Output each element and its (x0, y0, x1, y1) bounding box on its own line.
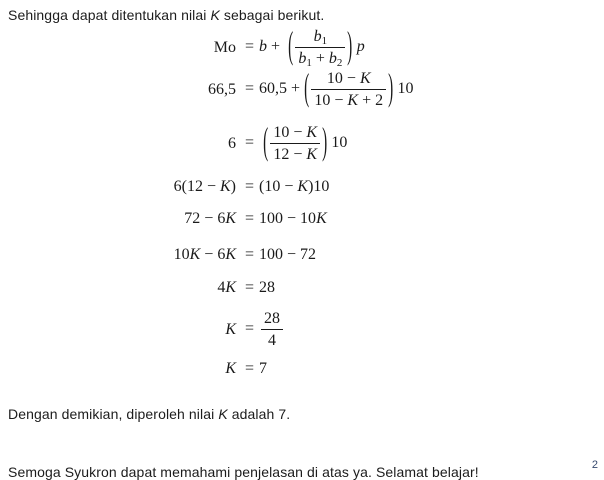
subscript: 1 (306, 57, 312, 69)
equation-rhs (240, 278, 604, 297)
equation-lhs (0, 38, 240, 57)
math-token: 4 (268, 332, 277, 349)
math-token: b (328, 50, 337, 67)
math-token: b (259, 38, 268, 56)
math-token: K (225, 321, 236, 338)
math-token: − 6 (200, 246, 226, 263)
close-paren-icon: ) (347, 27, 353, 67)
equation-collect-terms (0, 245, 604, 264)
math-token: b (298, 50, 307, 67)
equation-cross-multiplied (0, 177, 604, 196)
intro-text (8, 8, 604, 23)
fraction (311, 70, 386, 109)
equation-expanded (0, 209, 604, 228)
denominator (295, 48, 345, 67)
math-token (322, 28, 328, 45)
subscript: 1 (321, 35, 328, 47)
math-token: b (313, 28, 322, 45)
math-token: 28 (264, 310, 281, 327)
intro-post: sebagai berikut. (219, 7, 325, 23)
math-token: 10 (397, 80, 414, 98)
math-token: + (267, 38, 285, 56)
math-token: 6 (228, 135, 236, 152)
math-token: K (225, 279, 236, 296)
math-token: K (359, 70, 371, 87)
denominator (311, 90, 386, 109)
equation-lhs (0, 245, 240, 264)
math-token: 10 − (273, 124, 307, 141)
open-paren-icon: ( (288, 27, 294, 67)
fraction (270, 124, 320, 163)
math-token: 66,5 (208, 81, 236, 98)
fraction-group (302, 70, 395, 109)
fraction (261, 310, 283, 349)
equation-rhs (240, 209, 604, 228)
close-paren-icon: ) (388, 69, 394, 109)
math-token: K (225, 210, 236, 227)
open-paren-icon: ( (263, 123, 269, 163)
math-token: + 2 (358, 92, 384, 109)
equation-lhs (0, 209, 240, 228)
math-token: K (220, 178, 231, 195)
equation-rhs (240, 359, 604, 378)
open-paren-icon: ( (304, 69, 310, 109)
equals-sign: = (245, 279, 255, 296)
equation-substitution (0, 70, 604, 109)
denominator (270, 144, 320, 163)
math-token: 100 − 72 (259, 246, 317, 263)
numerator (270, 124, 320, 144)
math-token: K (306, 146, 318, 163)
equation-rhs (240, 310, 604, 349)
page-number: 2 (591, 459, 598, 471)
equation-4k-equals-28 (0, 278, 604, 297)
conclusion-post: adalah 7. (227, 406, 291, 422)
equals-sign: = (245, 38, 255, 56)
math-token: K (189, 246, 201, 263)
math-token: Mo (213, 39, 236, 56)
equation-rhs (240, 28, 604, 67)
denominator (261, 330, 283, 349)
equals-sign: = (245, 360, 255, 377)
fraction (295, 28, 345, 67)
equation-lhs (0, 80, 240, 99)
conclusion-pre: Dengan demikian, diperoleh nilai (8, 406, 219, 422)
close-paren-icon: ) (322, 123, 328, 163)
math-token: (10 − (259, 178, 298, 195)
math-token: K (225, 246, 236, 263)
fraction-group (261, 310, 283, 349)
equation-mode-formula (0, 28, 604, 67)
equals-sign: = (245, 210, 255, 227)
equals-sign: = (245, 246, 255, 263)
math-token: 72 − 6 (184, 210, 226, 227)
math-token: 7 (259, 360, 268, 377)
math-token: 4 (217, 279, 226, 296)
math-token: K (316, 210, 327, 227)
math-token: 6(12 − (173, 178, 220, 195)
math-token: K (347, 92, 359, 109)
equation-rhs (240, 70, 604, 109)
math-token (337, 50, 343, 67)
math-token: p (356, 38, 365, 56)
conclusion-variable-k: K (218, 406, 228, 422)
equation-rhs (240, 177, 604, 196)
equation-k-result (0, 359, 604, 378)
math-token: 10 (331, 134, 348, 152)
equation-rhs (240, 124, 604, 163)
math-token: ) (230, 178, 236, 195)
intro-variable-k: K (210, 7, 220, 23)
math-token: 10 (173, 246, 190, 263)
numerator (295, 28, 345, 48)
math-token: 12 − (273, 146, 307, 163)
numerator (261, 310, 283, 330)
closing-text: Semoga Syukron dapat memahami penjelasan di atas ya. Selamat belajar! (8, 464, 479, 480)
numerator (311, 70, 386, 90)
conclusion-text (8, 407, 604, 422)
equation-k-fraction (0, 310, 604, 349)
math-token: 28 (259, 279, 276, 296)
math-token: + (311, 50, 329, 67)
equals-sign: = (245, 320, 255, 338)
fraction-group (261, 124, 329, 163)
math-token: 10 − (326, 70, 360, 87)
math-token: K (306, 124, 318, 141)
equals-sign: = (245, 80, 255, 98)
math-token: 100 − 10 (259, 210, 317, 227)
equation-lhs (0, 134, 240, 153)
equation-lhs (0, 278, 240, 297)
equation-lhs (0, 177, 240, 196)
equals-sign: = (245, 178, 255, 195)
intro-pre: Sehingga dapat ditentukan nilai (8, 7, 211, 23)
equation-lhs (0, 320, 240, 339)
equals-sign: = (245, 134, 255, 152)
subscript: 2 (336, 57, 343, 69)
math-token: K (297, 178, 309, 195)
fraction-group (286, 28, 355, 67)
math-token: K (225, 360, 236, 377)
math-token: 60,5 + (259, 80, 301, 98)
math-token: 10 − (314, 92, 348, 109)
equation-rhs (240, 245, 604, 264)
equation-lhs (0, 359, 240, 378)
math-token: )10 (308, 178, 330, 195)
equation-simplified-fraction (0, 124, 604, 163)
